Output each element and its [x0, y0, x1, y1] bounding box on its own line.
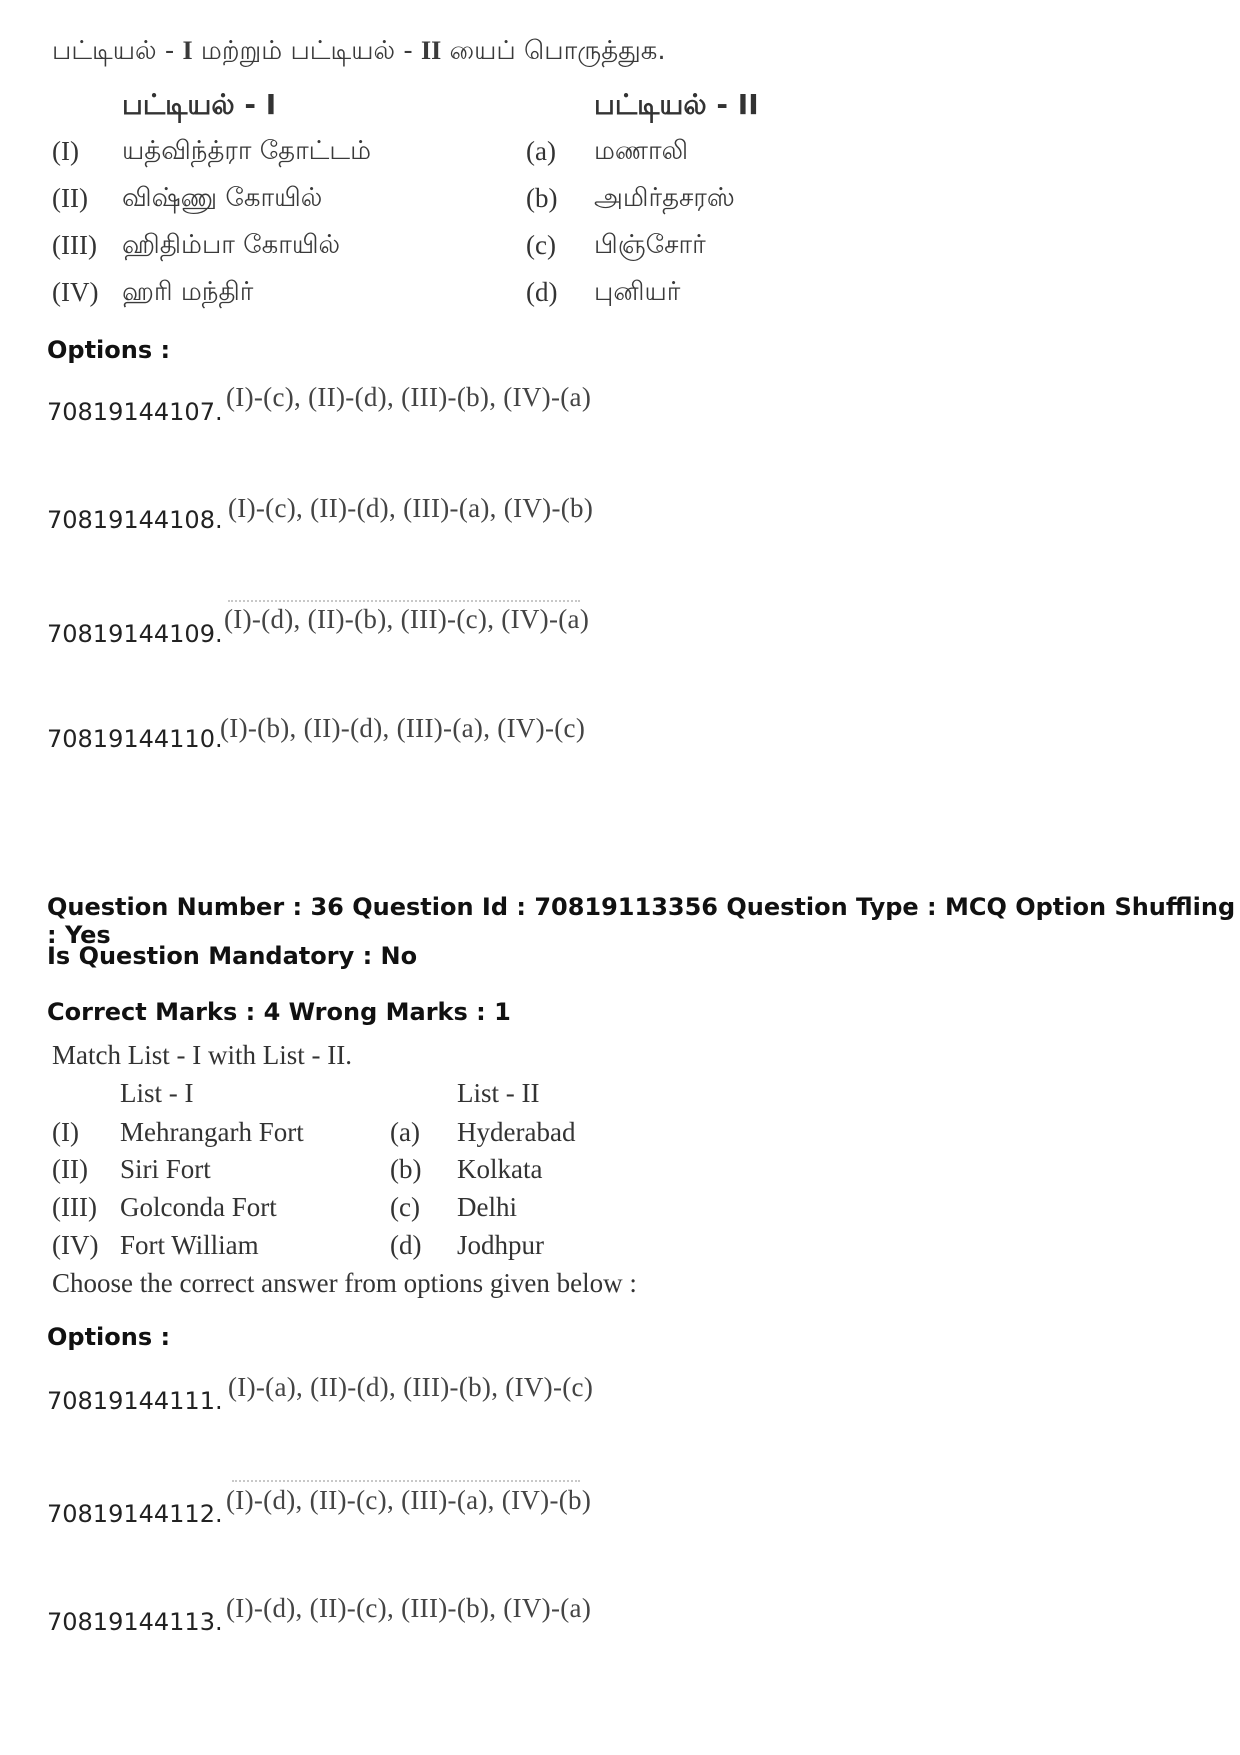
q35-prompt-part1: பட்டியல் - [52, 36, 183, 66]
q35-row3-match: பிஞ்சோர் [594, 230, 706, 260]
q35-option-1-id: 70819144107. [47, 398, 223, 426]
q36-row1-num: (I) [52, 1117, 79, 1147]
q36-list2-header: List - II [457, 1078, 540, 1108]
q36-row4-num: (IV) [52, 1230, 99, 1260]
q35-prompt-roman1: I [182, 36, 193, 65]
q36-row3-num: (III) [52, 1192, 97, 1222]
q35-row2-num: (II) [52, 183, 88, 213]
q35-row3-num: (III) [52, 230, 97, 260]
q36-row3-item: Golconda Fort [120, 1192, 277, 1222]
q36-instruction: Choose the correct answer from options given below : [52, 1268, 637, 1298]
q35-row2-match: அமிர்தசரஸ் [594, 183, 735, 213]
q35-option-2-id: 70819144108. [47, 506, 223, 534]
q35-row2-letter: (b) [526, 183, 558, 213]
q35-list1-header: பட்டியல் - I [122, 88, 277, 121]
q35-option-4-text[interactable]: (I)-(b), (II)-(d), (III)-(a), (IV)-(c) [220, 713, 586, 743]
q36-option-2-text[interactable]: (I)-(d), (II)-(c), (III)-(a), (IV)-(b) [226, 1485, 592, 1515]
q36-row3-letter: (c) [390, 1192, 420, 1222]
q35-option-1-text[interactable]: (I)-(c), (II)-(d), (III)-(b), (IV)-(a) [226, 382, 592, 412]
q35-prompt-roman2: II [420, 36, 442, 65]
q35-row2-item: விஷ்ணு கோயில் [122, 183, 323, 213]
q35-row4-num: (IV) [52, 277, 99, 307]
q35-prompt [52, 36, 666, 69]
q35-prompt-part2: மற்றும் பட்டியல் - [192, 36, 421, 66]
q35-option-4-id: 70819144110. [47, 725, 223, 753]
q36-row1-letter: (a) [390, 1117, 420, 1147]
q35-row3-item: ஹிதிம்பா கோயில் [122, 230, 341, 260]
q36-option-2-id: 70819144112. [47, 1500, 223, 1528]
q36-row2-item: Siri Fort [120, 1154, 211, 1184]
q36-row1-item: Mehrangarh Fort [120, 1117, 304, 1147]
q36-row2-match: Kolkata [457, 1154, 543, 1184]
q35-row1-item: யத்விந்த்ரா தோட்டம் [122, 136, 371, 166]
q36-row2-num: (II) [52, 1154, 88, 1184]
scan-artifact-dots [228, 600, 580, 602]
scan-artifact-dots [232, 1480, 580, 1482]
q35-row1-match: மணாலி [594, 136, 689, 166]
q36-row4-match: Jodhpur [457, 1230, 544, 1260]
q35-option-2-text[interactable]: (I)-(c), (II)-(d), (III)-(a), (IV)-(b) [228, 493, 594, 523]
q36-header-line: Question Number : 36 Question Id : 70819113356 Question Type : MCQ Option Shuffling : Yes [47, 893, 1236, 949]
q35-list2-header: பட்டியல் - II [594, 88, 759, 121]
q35-row3-letter: (c) [526, 230, 556, 260]
q36-row3-match: Delhi [457, 1192, 517, 1222]
q35-option-3-id: 70819144109. [47, 620, 223, 648]
q36-option-1-text[interactable]: (I)-(a), (II)-(d), (III)-(b), (IV)-(c) [228, 1372, 594, 1402]
q35-row4-letter: (d) [526, 277, 558, 307]
q35-row4-match: புனியர் [594, 277, 681, 307]
q35-row1-letter: (a) [526, 136, 556, 166]
q36-row2-letter: (b) [390, 1154, 422, 1184]
q36-options-label: Options : [47, 1323, 171, 1351]
q36-prompt: Match List - I with List - II. [52, 1040, 352, 1070]
q36-row4-item: Fort William [120, 1230, 259, 1260]
q35-row4-item: ஹரி மந்திர் [122, 277, 254, 307]
q36-option-3-id: 70819144113. [47, 1608, 223, 1636]
q36-row1-match: Hyderabad [457, 1117, 576, 1147]
q35-row1-num: (I) [52, 136, 79, 166]
q36-marks-line: Correct Marks : 4 Wrong Marks : 1 [47, 998, 511, 1026]
q35-options-label: Options : [47, 336, 171, 364]
q35-option-3-text[interactable]: (I)-(d), (II)-(b), (III)-(c), (IV)-(a) [224, 604, 590, 634]
q36-option-1-id: 70819144111. [47, 1387, 223, 1415]
q36-mandatory-line: Is Question Mandatory : No [47, 942, 418, 970]
q36-option-3-text[interactable]: (I)-(d), (II)-(c), (III)-(b), (IV)-(a) [226, 1593, 592, 1623]
q36-row4-letter: (d) [390, 1230, 422, 1260]
q36-list1-header: List - I [120, 1078, 194, 1108]
q35-prompt-part3: யைப் பொருத்துக. [441, 36, 666, 66]
